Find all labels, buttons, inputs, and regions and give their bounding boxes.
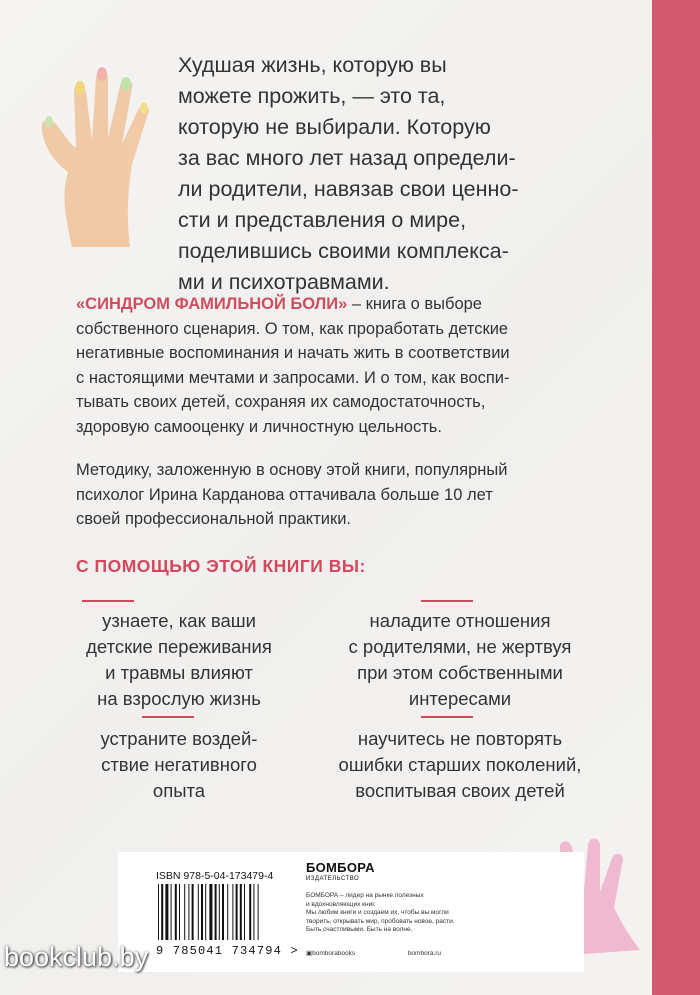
benefit-line: воспитывая своих детей — [355, 780, 565, 801]
description-line: негативные воспоминания и начать жить в соответствии — [76, 344, 510, 362]
publisher-line: творить, открывать мир, пробовать новое, расти. — [306, 917, 455, 925]
book-description — [76, 292, 636, 439]
author-line: психолог Ирина Карданова оттачивала больше 10 лет — [76, 485, 493, 504]
author-paragraph — [76, 458, 636, 532]
barcode-number: 9 785041 734794 > — [156, 944, 299, 958]
benefit-item-3 — [54, 726, 304, 804]
benefit-line: при этом собственными — [357, 662, 563, 683]
benefit-item-1 — [54, 608, 304, 712]
barcode-panel — [118, 852, 584, 972]
cover-quote — [178, 50, 640, 298]
benefit-line: на взрослую жизнь — [97, 688, 261, 709]
benefit-line: ошибки старших поколений, — [338, 754, 582, 775]
quote-line: которую не выбирали. Которую — [178, 115, 491, 139]
benefits-heading: С ПОМОЩЬЮ ЭТОЙ КНИГИ ВЫ: — [76, 556, 366, 576]
cover-spine-stripe — [652, 0, 700, 995]
divider-line — [142, 716, 194, 718]
isbn-text: ISBN 978-5-04-173479-4 — [156, 870, 274, 882]
quote-line: поделившись своими комплекса- — [178, 239, 509, 263]
divider-line — [82, 600, 134, 602]
description-line: с настоящими мечтами и запросами. И о том, как воспи- — [76, 368, 510, 387]
publisher-description — [306, 892, 486, 935]
description-line: тывать своих детей, сохраняя их самодостаточность, — [76, 393, 486, 411]
benefit-item-4 — [310, 726, 610, 804]
barcode-icon — [156, 884, 298, 942]
benefit-line: научитесь не повторять — [357, 728, 563, 749]
quote-line: ли родители, навязав свои ценно- — [178, 177, 519, 201]
watercolor-hand-top-icon — [34, 52, 174, 252]
description-line — [76, 292, 636, 317]
quote-line: Худшая жизнь, которую вы — [178, 53, 447, 77]
divider-line — [421, 600, 473, 602]
benefit-line: опыта — [152, 780, 206, 801]
watermark-text: bookclub.by — [4, 942, 149, 972]
author-line: Методику, заложенную в основу этой книги, популярный — [76, 461, 508, 479]
benefit-line: узнаете, как ваши — [102, 610, 256, 631]
description-text: – книга о выборе — [347, 295, 482, 313]
divider-line — [421, 716, 473, 718]
benefit-line: интересами — [408, 688, 512, 709]
publisher-logo: БОМБОРА — [306, 860, 375, 875]
quote-line: за вас много лет назад определи- — [178, 146, 516, 170]
quote-line: ми и психотравмами. — [178, 270, 390, 294]
publisher-line: Быть счастливыми. Быть на волне. — [306, 926, 413, 933]
description-line: собственного сценария. О том, как проработать детские — [76, 319, 509, 338]
benefit-line: с родителями, не жертвуя — [348, 636, 572, 657]
benefit-item-2 — [320, 608, 600, 712]
quote-line: можете прожить, — это та, — [178, 84, 446, 108]
publisher-subtitle: ИЗДАТЕЛЬСТВО — [306, 876, 360, 882]
benefit-line: устраните воздей- — [100, 728, 258, 749]
social-icon: ▣ — [306, 950, 313, 957]
benefit-line: наладите отношения — [369, 610, 551, 631]
benefit-line: ствие негативного — [101, 754, 257, 775]
publisher-links — [306, 949, 486, 957]
publisher-line: Мы любим книги и создаем их, чтобы вы могли — [306, 909, 449, 916]
benefit-line: и травмы влияют — [105, 662, 253, 683]
publisher-social: bomborabooks — [312, 950, 356, 957]
description-line: здоровую самооценку и личностную цельность. — [76, 417, 442, 436]
publisher-site: bombora.ru — [407, 950, 442, 957]
publisher-line: БОМБОРА – лидер на рынке полезных — [306, 892, 424, 899]
publisher-line: и вдохновляющих книг. — [306, 900, 376, 908]
quote-line: сти и представления о мире, — [178, 208, 467, 232]
benefit-line: детские переживания — [86, 636, 272, 657]
author-line: своей профессиональной практики. — [76, 510, 352, 528]
book-title-accent: «СИНДРОМ ФАМИЛЬНОЙ БОЛИ» — [76, 295, 348, 313]
